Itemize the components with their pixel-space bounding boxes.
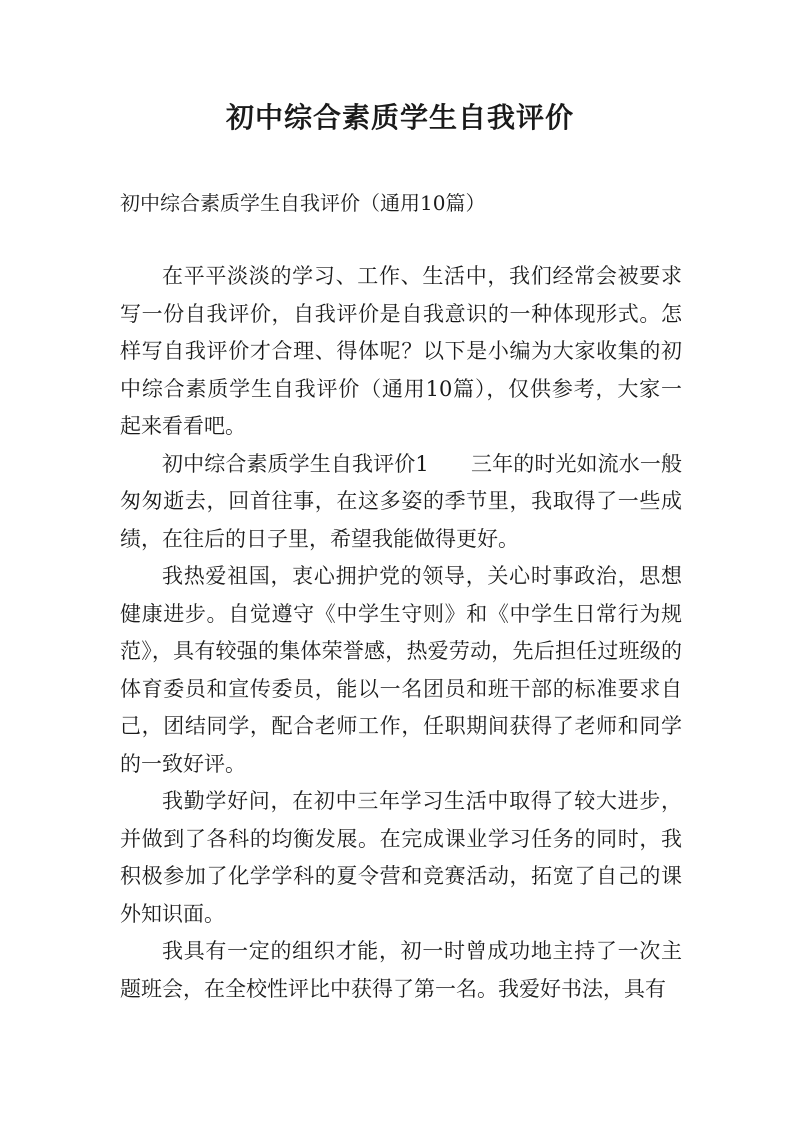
paragraph-study: 我勤学好问，在初中三年学习生活中取得了较大进步，并做到了各科的均衡发展。在完成课业学习任务的同时，我积极参加了化学学科的夏令营和竞赛活动，拓宽了自己的课外知识面。 [120, 789, 682, 926]
document-body [120, 258, 682, 1008]
paragraph-intro: 在平平淡淡的学习、工作、生活中，我们经常会被要求写一份自我评价，自我评价是自我意识的一种体现形式。怎样写自我评价才合理、得体呢？以下是小编为大家收集的初中综合素质学生自我评价（通用10篇），仅供参考，大家一起来看看吧。 [120, 264, 682, 438]
document-title: 初中综合素质学生自我评价 [225, 101, 574, 134]
paragraph-patriotism: 我热爱祖国，衷心拥护党的领导，关心时事政治，思想健康进步。自觉遵守《中学生守则》和《中学生日常行为规范》，具有较强的集体荣誉感，热爱劳动，先后担任过班级的体育委员和宣传委员，能以一名团员和班干部的标准要求自己，团结同学，配合老师工作，任职期间获得了老师和同学的一致好评。 [120, 564, 682, 776]
document-subtitle: 初中综合素质学生自我评价（通用10篇） [120, 191, 486, 215]
paragraph-organization: 我具有一定的组织才能，初一时曾成功地主持了一次主题班会，在全校性评比中获得了第一名。我爱好书法，具有 [120, 939, 682, 1001]
paragraph-essay-1-opening: 初中综合素质学生自我评价1 三年的时光如流水一般匆匆逝去，回首往事，在这多姿的季节里，我取得了一些成绩，在往后的日子里，希望我能做得更好。 [120, 451, 682, 551]
